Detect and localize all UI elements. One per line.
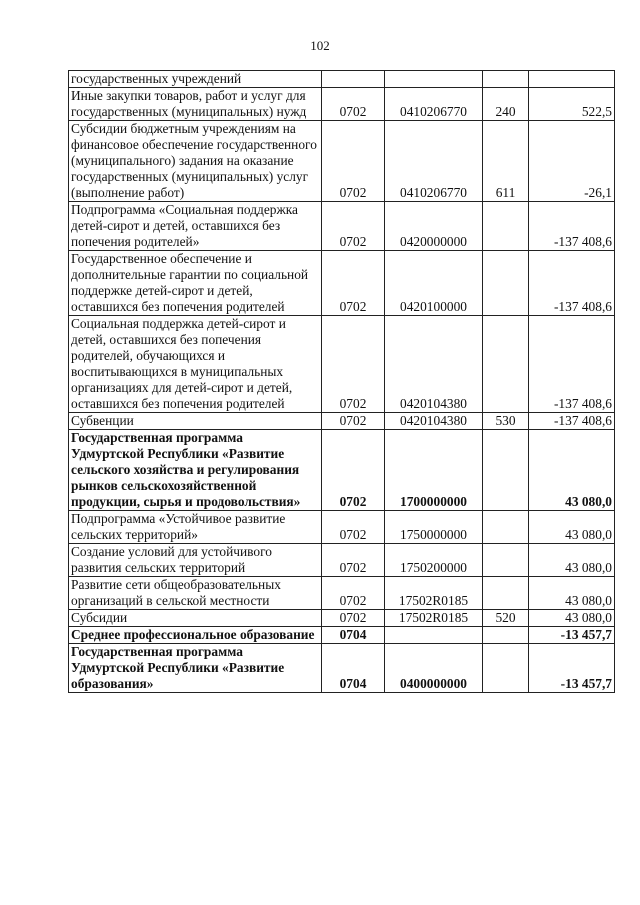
row-vr — [483, 316, 529, 413]
row-section — [322, 71, 385, 88]
row-section: 0702 — [322, 544, 385, 577]
row-sum: 43 080,0 — [529, 577, 615, 610]
row-sum: 43 080,0 — [529, 511, 615, 544]
row-section: 0704 — [322, 627, 385, 644]
row-section: 0702 — [322, 316, 385, 413]
row-csr — [385, 71, 483, 88]
row-sum: 43 080,0 — [529, 544, 615, 577]
row-section: 0704 — [322, 644, 385, 693]
row-vr — [483, 430, 529, 511]
page-number: 102 — [310, 38, 330, 53]
table-row — [69, 610, 615, 627]
table-row — [69, 121, 615, 202]
table-row — [69, 202, 615, 251]
row-vr: 611 — [483, 121, 529, 202]
table-row — [69, 316, 615, 413]
row-name: Государственная программа Удмуртской Республики «Развитие сельского хозяйства и регулирования рынков сельскохозяйственной продукции, сырья и продовольствия» — [69, 430, 322, 511]
row-name: Среднее профессиональное образование — [69, 627, 322, 644]
row-sum: -137 408,6 — [529, 316, 615, 413]
row-section: 0702 — [322, 577, 385, 610]
table-row — [69, 627, 615, 644]
row-name: Подпрограмма «Устойчивое развитие сельских территорий» — [69, 511, 322, 544]
row-name: Субсидии — [69, 610, 322, 627]
row-name: Государственное обеспечение и дополнительные гарантии по социальной поддержке детей-сирот и детей, оставшихся без попечения родителей — [69, 251, 322, 316]
row-vr — [483, 251, 529, 316]
row-vr — [483, 544, 529, 577]
table-row — [69, 88, 615, 121]
row-csr: 0410206770 — [385, 88, 483, 121]
row-name: Субсидии бюджетным учреждениям на финансовое обеспечение государственного (муниципального) задания на оказание государственных (муниципальных) услуг (выполнение работ) — [69, 121, 322, 202]
row-vr — [483, 644, 529, 693]
row-csr: 17502R0185 — [385, 610, 483, 627]
row-vr — [483, 627, 529, 644]
row-csr: 1750000000 — [385, 511, 483, 544]
row-section: 0702 — [322, 511, 385, 544]
row-vr — [483, 511, 529, 544]
row-section: 0702 — [322, 88, 385, 121]
row-csr: 0420104380 — [385, 413, 483, 430]
row-csr: 0410206770 — [385, 121, 483, 202]
row-vr — [483, 577, 529, 610]
table-row — [69, 577, 615, 610]
row-vr — [483, 202, 529, 251]
row-sum: -137 408,6 — [529, 413, 615, 430]
row-section: 0702 — [322, 121, 385, 202]
row-sum: 43 080,0 — [529, 610, 615, 627]
table-row — [69, 644, 615, 693]
table-row — [69, 413, 615, 430]
row-name: Субвенции — [69, 413, 322, 430]
row-csr: 1750200000 — [385, 544, 483, 577]
row-csr: 0420000000 — [385, 202, 483, 251]
row-csr: 0420100000 — [385, 251, 483, 316]
row-csr: 0400000000 — [385, 644, 483, 693]
row-sum: 522,5 — [529, 88, 615, 121]
table-row — [69, 511, 615, 544]
row-csr: 1700000000 — [385, 430, 483, 511]
row-sum: -137 408,6 — [529, 251, 615, 316]
row-name: Социальная поддержка детей-сирот и детей, оставшихся без попечения родителей, обучающихся и воспитывающихся в муниципальных организациях для детей-сирот и детей, оставшихся без попечения родителей — [69, 316, 322, 413]
row-vr: 530 — [483, 413, 529, 430]
budget-table — [68, 70, 615, 693]
row-name: Создание условий для устойчивого развития сельских территорий — [69, 544, 322, 577]
row-name: государственных учреждений — [69, 71, 322, 88]
row-csr — [385, 627, 483, 644]
row-name: Иные закупки товаров, работ и услуг для государственных (муниципальных) нужд — [69, 88, 322, 121]
table-row — [69, 71, 615, 88]
row-section: 0702 — [322, 202, 385, 251]
row-vr: 240 — [483, 88, 529, 121]
table-row — [69, 544, 615, 577]
row-csr: 0420104380 — [385, 316, 483, 413]
table-row — [69, 251, 615, 316]
row-name: Государственная программа Удмуртской Республики «Развитие образования» — [69, 644, 322, 693]
row-section: 0702 — [322, 610, 385, 627]
row-vr: 520 — [483, 610, 529, 627]
row-section: 0702 — [322, 430, 385, 511]
row-name: Подпрограмма «Социальная поддержка детей-сирот и детей, оставшихся без попечения родителей» — [69, 202, 322, 251]
row-sum: -13 457,7 — [529, 644, 615, 693]
table-row — [69, 430, 615, 511]
row-sum: -26,1 — [529, 121, 615, 202]
row-sum: 43 080,0 — [529, 430, 615, 511]
row-section: 0702 — [322, 251, 385, 316]
row-sum: -137 408,6 — [529, 202, 615, 251]
row-vr — [483, 71, 529, 88]
row-sum: -13 457,7 — [529, 627, 615, 644]
row-section: 0702 — [322, 413, 385, 430]
row-csr: 17502R0185 — [385, 577, 483, 610]
row-sum — [529, 71, 615, 88]
row-name: Развитие сети общеобразовательных организаций в сельской местности — [69, 577, 322, 610]
